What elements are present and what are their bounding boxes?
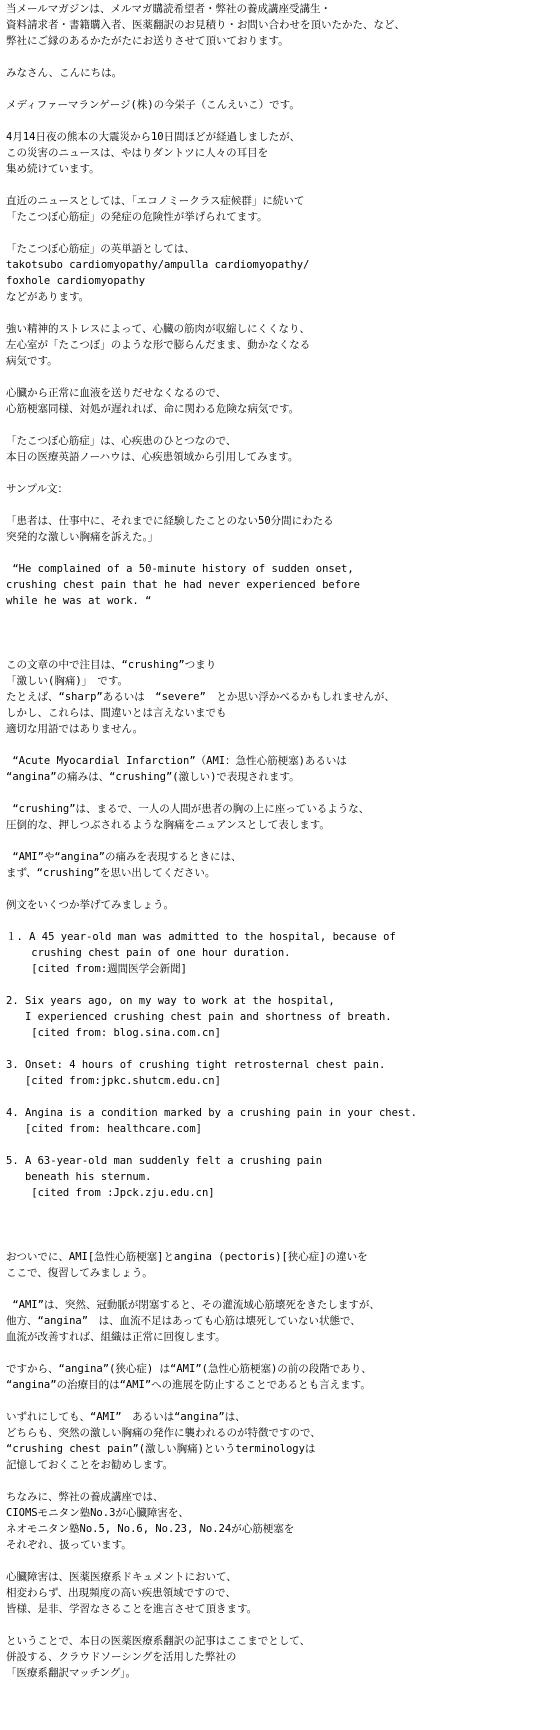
text-line: 皆様、是非、学習なさることを進言させて頂きます。 [6, 1603, 258, 1615]
paragraph [6, 129, 550, 177]
paragraph [6, 1633, 550, 1681]
text-line: 病気です。 [6, 355, 58, 367]
paragraph [6, 929, 550, 977]
paragraph [6, 849, 550, 881]
text-line: 「医療系翻訳マッチング」。 [6, 1667, 137, 1679]
text-line: ですから、“angina”(狭心症) は“AMI”(急性心筋梗塞)の前の段階であり、 [6, 1363, 372, 1375]
text-line: メディファーマランゲージ(株)の今栄子（こんえいこ）です。 [6, 99, 300, 111]
paragraph [6, 241, 550, 305]
text-line: 「激しい(胸痛)」 です。 [6, 675, 129, 687]
text-line: CIOMSモニタン塾No.3が心臓障害を、 [6, 1507, 189, 1519]
text-line: それぞれ、扱っています。 [6, 1539, 132, 1551]
text-line: [cited from:週間医学会新聞] [6, 963, 187, 975]
text-line: 直近のニュースとしては、「エコノミークラス症候群」に続いて [6, 195, 305, 207]
text-line: サンプル文： [6, 483, 69, 495]
paragraph [6, 1057, 550, 1089]
text-line: 3. Onset: 4 hours of crushing tight retrosternal chest pain. [6, 1059, 386, 1071]
paragraph [6, 433, 550, 465]
text-line [6, 625, 550, 641]
text-line: [cited from: blog.sina.com.cn] [6, 1027, 221, 1039]
text-line: 心筋梗塞同様、対処が遅れれば、命に関わる危険な病気です。 [6, 403, 300, 415]
paragraph [6, 801, 550, 833]
paragraph [6, 1409, 550, 1473]
text-line: 「たこつぼ心筋症」の英単語としては、 [6, 243, 195, 255]
text-line: 例文をいくつか挙げてみましょう。 [6, 899, 174, 911]
paragraph [6, 1105, 550, 1137]
text-line: 強い精神的ストレスによって、心臓の筋肉が収縮しにくくなり、 [6, 323, 310, 335]
text-line [6, 1217, 550, 1233]
text-line: 心臓障害は、医薬医療系ドキュメントにおいて、 [6, 1571, 237, 1583]
paragraph [6, 753, 550, 785]
paragraph [6, 1297, 550, 1345]
paragraph [6, 1217, 550, 1233]
text-line: 当メールマガジンは、メルマガ購読希望者・弊社の養成講座受講生・ [6, 3, 332, 15]
text-line: 圧倒的な、押しつぶされるような胸痛をニュアンスとして表します。 [6, 819, 330, 831]
text-line: 他方、“angina” は、血流不足はあっても心筋は壊死していない状態で、 [6, 1315, 361, 1327]
text-line: 集め続けています。 [6, 163, 100, 175]
text-line: 「たこつぼ心筋症」は、心疾患のひとつなので、 [6, 435, 237, 447]
text-line: [cited from:jpkc.shutcm.edu.cn] [6, 1075, 221, 1087]
text-line: “AMI”や“angina”の痛みを表現するときには、 [6, 851, 242, 863]
paragraph [6, 625, 550, 641]
text-line: 突発的な激しい胸痛を訴えた。」 [6, 531, 159, 543]
paragraph [6, 321, 550, 369]
text-line: [cited from: healthcare.com] [6, 1123, 202, 1135]
text-line: “crushing”は、まるで、一人の人間が患者の胸の上に座っているような、 [6, 803, 370, 815]
text-line: 相変わらず、出現頻度の高い疾患領域ですので、 [6, 1587, 236, 1599]
paragraph [6, 1569, 550, 1617]
text-line: ちなみに、弊社の養成講座では、 [6, 1491, 164, 1503]
text-line: ネオモニタン塾No.5, No.6, No.23, No.24が心筋梗塞を [6, 1523, 295, 1535]
text-line: 併設する、クラウドソーシングを活用した弊社の [6, 1651, 237, 1663]
paragraph [6, 1249, 550, 1281]
paragraph [6, 97, 550, 113]
text-line: 記憶しておくことをお勧めします。 [6, 1459, 174, 1471]
text-line: ということで、本日の医薬医療系翻訳の記事はここまでとして、 [6, 1635, 311, 1647]
paragraph [6, 897, 550, 913]
text-line: “He complained of a 50-minute history of sudden onset, [6, 563, 354, 575]
text-line: I experienced crushing chest pain and shortness of breath. [6, 1011, 392, 1023]
text-line: ここで、復習してみましょう。 [6, 1267, 153, 1279]
text-line: 左心室が「たこつぼ」のような形で膨らんだまま、動かなくなる [6, 339, 311, 351]
text-line: いずれにしても、“AMI” あるいは“angina”は、 [6, 1411, 246, 1423]
text-line: この文章の中で注目は、“crushing”つまり [6, 659, 217, 671]
paragraph [6, 561, 550, 609]
text-line: みなさん、こんにちは。 [6, 67, 123, 79]
text-line: “angina”の治療目的は“AMI”への進展を防止することであるとも言えます。 [6, 1379, 371, 1391]
paragraph [6, 513, 550, 545]
text-line: “angina”の痛みは、“crushing”(激しい)で表現されます。 [6, 771, 300, 783]
text-line: 血流が改善すれば、組織は正常に回復します。 [6, 1331, 226, 1343]
text-line: [cited from :Jpck.zju.edu.cn] [6, 1187, 215, 1199]
paragraph [6, 193, 550, 225]
paragraph [6, 657, 550, 737]
text-line: 4月14日夜の熊本の大震災から10日間ほどが経過しましたが、 [6, 131, 301, 143]
text-line: まず、“crushing”を思い出してください。 [6, 867, 216, 879]
text-line: “Acute Myocardial Infarction”（AMI：急性心筋梗塞)あるいは [6, 755, 347, 767]
text-line: たとえば、“sharp”あるいは “severe” とか思い浮かべるかもしれませんが、 [6, 691, 395, 703]
text-line: 弊社にご縁のあるかたがたにお送りさせて頂いております。 [6, 35, 289, 47]
text-line: どちらも、突然の激しい胸痛の発作に襲われるのが特徴ですので、 [6, 1427, 321, 1439]
text-line: 本日の医療英語ノーハウは、心疾患領域から引用してみます。 [6, 451, 299, 463]
text-line: takotsubo cardiomyopathy/ampulla cardiomyopathy/ [6, 259, 310, 271]
paragraph [6, 1489, 550, 1553]
paragraph [6, 65, 550, 81]
text-line: 適切な用語ではありません。 [6, 723, 144, 735]
text-line: この災害のニュースは、やはりダントツに人々の耳目を [6, 147, 269, 159]
paragraph [6, 481, 550, 497]
text-line: beneath his sternum. [6, 1171, 152, 1183]
text-line: 4. Angina is a condition marked by a crushing pain in your chest. [6, 1107, 417, 1119]
text-line: おついでに、AMI[急性心筋梗塞]とangina (pectoris)[狭心症]の違いを [6, 1251, 368, 1263]
text-line: crushing chest pain of one hour duration. [6, 947, 291, 959]
text-line: 2. Six years ago, on my way to work at the hospital, [6, 995, 335, 1007]
text-line: “crushing chest pain”(激しい胸痛)というterminologyは [6, 1443, 316, 1455]
text-line: しかし、これらは、間違いとは言えないまでも [6, 707, 227, 719]
text-line: “AMI”は、突然、冠動脈が閉塞すると、その灌流域心筋壊死をきたしますが、 [6, 1299, 380, 1311]
text-line: １. A 45 year-old man was admitted to the hospital, because of [6, 931, 396, 943]
text-line: crushing chest pain that he had never experienced before [6, 579, 361, 591]
paragraph [6, 993, 550, 1041]
text-line: などがあります。 [6, 291, 90, 303]
text-line: foxhole cardiomyopathy [6, 275, 146, 287]
paragraph [6, 385, 550, 417]
paragraph [6, 1153, 550, 1201]
paragraph [6, 1361, 550, 1393]
text-line: 「たこつぼ心筋症」の発症の危険性が挙げられてます。 [6, 211, 268, 223]
paragraph [6, 1, 550, 49]
text-line: 5. A 63-year-old man suddenly felt a crushing pain [6, 1155, 323, 1167]
text-line: 心臓から正常に血液を送りだせなくなるので、 [6, 387, 227, 399]
text-line: 「患者は、仕事中に、それまでに経験したことのない50分間にわたる [6, 515, 334, 527]
text-line: 資料請求者・書籍購入者、医薬翻訳のお見積り・お問い合わせを頂いたかた、など、 [6, 19, 405, 31]
text-line: while he was at work. “ [6, 595, 152, 607]
